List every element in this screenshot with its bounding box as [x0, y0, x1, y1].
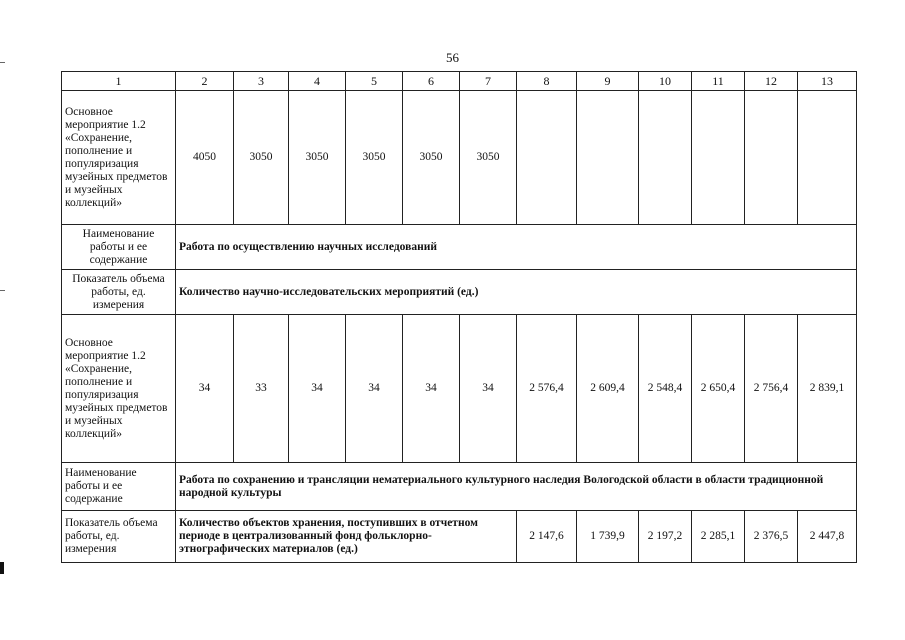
header-cell: 8	[517, 72, 577, 91]
table-cell: 2 756,4	[745, 315, 798, 463]
header-cell: 1	[62, 72, 176, 91]
table-row	[62, 225, 857, 270]
table-cell: 34	[346, 315, 403, 463]
scan-edge-mark	[0, 562, 4, 574]
table-row	[62, 91, 857, 225]
row-label: Наименование работы и ее содержание	[62, 463, 176, 511]
header-cell: 13	[798, 72, 857, 91]
header-cell: 3	[234, 72, 289, 91]
table-cell	[745, 91, 798, 225]
indicator-cell: Количество объектов хранения, поступивших в отчетном периоде в централизованный фонд фольклорно-этнографических материалов (ед.)	[176, 511, 517, 563]
table-cell: 34	[403, 315, 460, 463]
table-row	[62, 463, 857, 511]
table-cell: 2 548,4	[639, 315, 692, 463]
table-cell: 3050	[346, 91, 403, 225]
header-cell: 10	[639, 72, 692, 91]
table-cell: 4050	[176, 91, 234, 225]
header-cell: 9	[577, 72, 639, 91]
header-cell: 6	[403, 72, 460, 91]
table-cell: 2 376,5	[745, 511, 798, 563]
work-name-cell: Работа по осуществлению научных исследований	[176, 225, 857, 270]
table-cell: 2 285,1	[692, 511, 745, 563]
row-label: Показатель объема работы, ед. измерения	[62, 511, 176, 563]
table-cell: 2 839,1	[798, 315, 857, 463]
table-cell: 2 650,4	[692, 315, 745, 463]
table-cell	[639, 91, 692, 225]
table-cell: 3050	[460, 91, 517, 225]
header-cell: 7	[460, 72, 517, 91]
table-row	[62, 511, 857, 563]
table-cell: 1 739,9	[577, 511, 639, 563]
table-row	[62, 270, 857, 315]
header-cell: 2	[176, 72, 234, 91]
header-cell: 12	[745, 72, 798, 91]
table-cell: 2 147,6	[517, 511, 577, 563]
table-cell: 34	[289, 315, 346, 463]
table-cell: 2 197,2	[639, 511, 692, 563]
table-cell: 2 576,4	[517, 315, 577, 463]
row-label: Основное мероприятие 1.2 «Сохранение, пополнение и популяризация музейных предметов и музейных коллекций»	[62, 315, 176, 463]
table-cell: 2 609,4	[577, 315, 639, 463]
data-table	[61, 71, 857, 563]
table-cell: 3050	[234, 91, 289, 225]
work-name-cell: Работа по сохранению и трансляции нематериального культурного наследия Вологодской области в области традиционной народной культуры	[176, 463, 857, 511]
header-cell: 5	[346, 72, 403, 91]
header-cell: 11	[692, 72, 745, 91]
table-cell: 34	[460, 315, 517, 463]
table-cell: 33	[234, 315, 289, 463]
row-label: Наименование работы и ее содержание	[62, 225, 176, 270]
row-label: Показатель объема работы, ед. измерения	[62, 270, 176, 315]
table-cell	[798, 91, 857, 225]
table-row	[62, 315, 857, 463]
table-cell: 3050	[289, 91, 346, 225]
scan-edge-mark	[0, 290, 5, 291]
scan-edge-mark	[0, 62, 5, 63]
header-cell: 4	[289, 72, 346, 91]
header-row	[62, 72, 857, 91]
indicator-cell: Количество научно-исследовательских мероприятий (ед.)	[176, 270, 857, 315]
table-cell: 34	[176, 315, 234, 463]
page-number: 56	[446, 50, 459, 65]
table-cell: 3050	[403, 91, 460, 225]
table-cell	[517, 91, 577, 225]
table-cell: 2 447,8	[798, 511, 857, 563]
table-cell	[692, 91, 745, 225]
row-label: Основное мероприятие 1.2 «Сохранение, пополнение и популяризация музейных предметов и музейных коллекций»	[62, 91, 176, 225]
table-cell	[577, 91, 639, 225]
